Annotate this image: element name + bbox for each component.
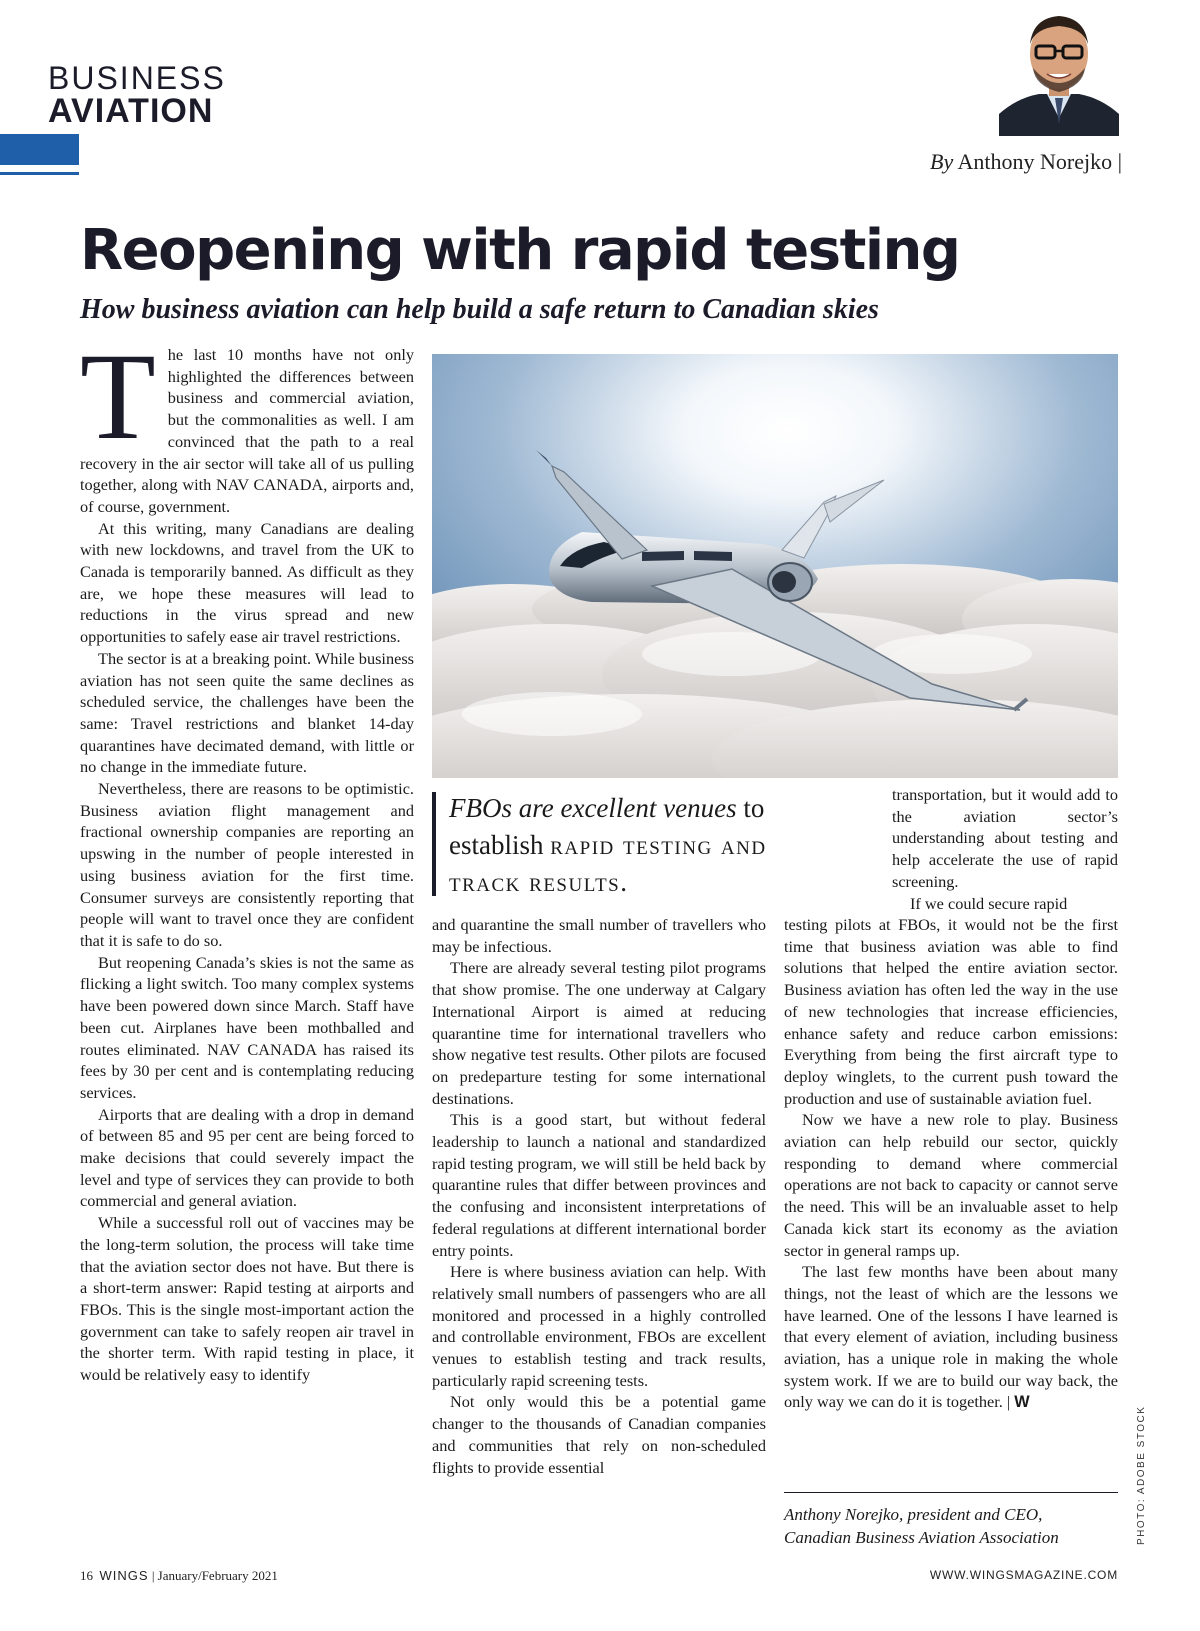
issue-date: | January/February 2021 (151, 1568, 278, 1583)
article-column-3-top (892, 784, 1118, 914)
section-label-line2: AVIATION (48, 92, 214, 130)
paragraph: At this writing, many Canadians are dealing with new lockdowns, and travel from the UK to Canada is temporarily banned. As difficult as they are, we hope these measures will lead to reductions in the virus spread and new opportunities to safely ease air travel restrictions. (80, 518, 414, 647)
paragraph: Not only would this be a potential game changer to the thousands of Canadian companies and communities that rely on non-scheduled flights to provide essential (432, 1392, 766, 1477)
pull-quote-smallcaps: rapid testing and (550, 830, 767, 860)
paragraph: But reopening Canada’s skies is not the same as flicking a light switch. Too many complex systems have been powered down since March. Staff have been cut. Airplanes have been mothballed and routes eliminated. NAV CANADA has raised its fees by 30 per cent and is contemplating reducing services. (80, 952, 414, 1102)
page-number: 16 (80, 1568, 93, 1583)
paragraph: This is a good start, but without federal leadership to launch a national and standardized rapid testing program, we will still be held back by quarantine rules that differ between provinces and the confusing and inconsistent interpretations of federal regulations at different international border entry points. (432, 1110, 766, 1260)
section-label (48, 62, 226, 128)
paragraph: transportation, but it would add to the aviation sector’s understanding about testing and help accelerate the use of rapid screening. (892, 785, 1118, 891)
byline-separator: | (1117, 149, 1122, 174)
pull-quote (432, 792, 822, 896)
paragraph-text: The last few months have been about many things, not the least of which are the lessons we have learned. One of the lessons I have learned is that every element of aviation, including business aviation, has a unique role in making the whole system work. If we are to build our way back, the only way we can do it is together. | (784, 1262, 1118, 1412)
paragraph: Airports that are dealing with a drop in demand of between 85 and 95 per cent are being forced to make decisions that could severely impact the level and type of services they can provide to both commercial and general aviation. (80, 1104, 414, 1211)
paragraph: Here is where business aviation can help. With relatively small numbers of passengers who are all monitored and processed in a highly controlled and controllable environment, FBOs are excellent venues to establish testing and track results, particularly rapid screening tests. (432, 1262, 766, 1390)
paragraph: testing pilots at FBOs, it would not be the first time that business aviation was able to find solutions that helped the entire aviation sector. Business aviation has often led the way in the use of new technologies that increase efficiencies, enhance safety and reduce carbon emissions: Everything from being the first aircraft type to deploy winglets, to the current push toward the production and use of sustainable aviation fuel. (784, 915, 1118, 1108)
byline-author: Anthony Norejko (957, 149, 1113, 174)
paragraph-text: he last 10 months have not only highlighted the differences between business and commercial aviation, but the commonalities as well. I am convinced that the path to a real recovery in the air sector will take all of us pulling together, along with NAV CANADA, airports and, of course, government. (80, 345, 414, 516)
photo-credit: PHOTO: ADOBE STOCK (1136, 1405, 1147, 1545)
headline: Reopening with rapid testing (80, 218, 960, 283)
signature-line: Anthony Norejko, president and CEO, (784, 1505, 1043, 1524)
article-column-1 (80, 328, 414, 1386)
paragraph: and quarantine the small number of travellers who may be infectious. (432, 915, 766, 956)
paragraph: While a successful roll out of vaccines may be the long-term solution, the process will take time that the aviation sector does not have. But there is a short-term answer: Rapid testing at airports and FBOs. This is the single most-important action the government can take to safely reopen air travel in the shorter term. With rapid testing in place, it would be relatively easy to identify (80, 1213, 414, 1385)
jet-photo (432, 354, 1118, 778)
paragraph: The sector is at a breaking point. While business aviation has not seen quite the same declines as scheduled service, the challenges have been the same: Travel restrictions and blanket 14-day quarantines have decimated demand, with little or no change in the immediate future. (80, 648, 414, 777)
pull-quote-smallcaps: track results. (449, 867, 629, 897)
subheadline: How business aviation can help build a safe return to Canadian skies (80, 294, 879, 325)
magazine-name: WINGS (99, 1568, 149, 1583)
paragraph: There are already several testing pilot programs that show promise. The one underway at Calgary International Airport is aimed at reducing quarantine time for international travellers who show negative test results. Other pilots are focused on predeparture testing for some international destinations. (432, 958, 766, 1108)
page-footer-left (80, 1568, 278, 1584)
author-portrait (999, 6, 1119, 136)
pull-quote-text: establish (449, 830, 551, 860)
end-mark: W (1014, 1393, 1030, 1412)
website-url: WWW.WINGSMAGAZINE.COM (929, 1568, 1118, 1582)
accent-rule (0, 172, 79, 175)
paragraph (784, 1261, 1118, 1414)
article-column-2 (432, 914, 766, 1478)
byline-by: By (930, 149, 954, 174)
byline (930, 149, 1122, 175)
pull-quote-italic: FBOs are excellent venues (449, 793, 737, 823)
accent-block (0, 134, 79, 165)
author-signature (784, 1503, 1118, 1549)
paragraph: If we could secure rapid (910, 893, 1068, 913)
paragraph: Nevertheless, there are reasons to be optimistic. Business aviation flight management and fractional ownership companies are reporting an upswing in the number of people interested in using business aviation for the first time. Consumer surveys are consistently reporting that people will want to travel once they are confident that it is safe to do so. (80, 779, 414, 950)
drop-cap: T (80, 328, 156, 465)
paragraph (80, 328, 414, 518)
section-label-line1: BUSINESS (48, 60, 226, 96)
article-column-3 (784, 914, 1118, 1414)
signature-rule (784, 1492, 1118, 1493)
pull-quote-text: to (736, 793, 765, 823)
paragraph: Now we have a new role to play. Business aviation can help rebuild our sector, quickly responding to demand where commercial operations are not back to capacity or cannot serve the need. This will be an invaluable asset to help Canada kick start its economy as the aviation sector in general ramps up. (784, 1110, 1118, 1260)
signature-line: Canadian Business Aviation Association (784, 1528, 1059, 1547)
